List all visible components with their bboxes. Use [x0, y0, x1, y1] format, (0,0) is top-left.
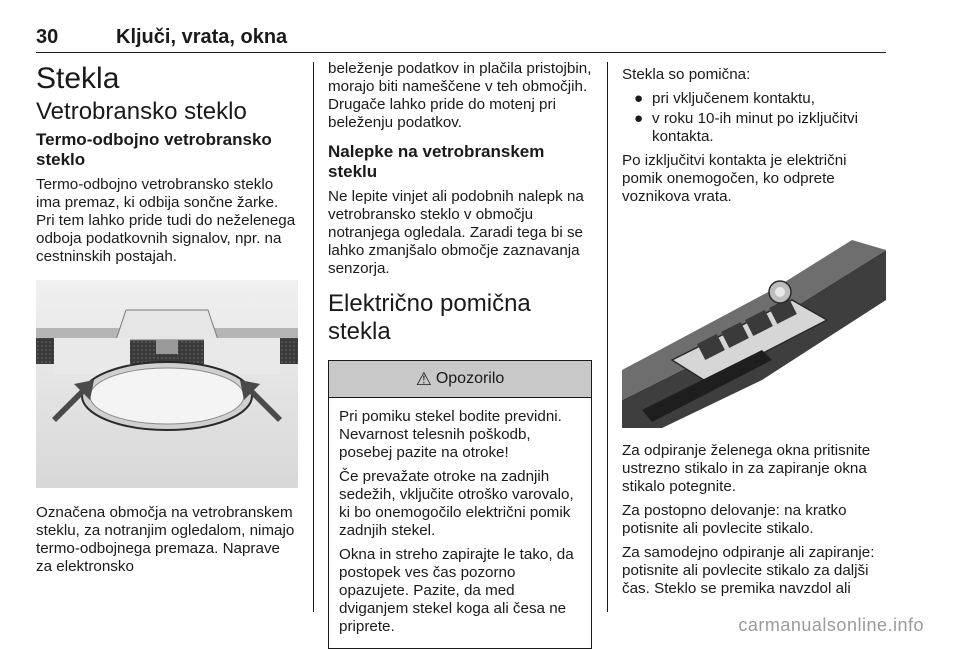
- paragraph: Stekla so pomična:: [622, 66, 751, 83]
- topic-heading: Nalepke na vetrobranskem steklu: [328, 142, 545, 181]
- bullet-list: [622, 90, 886, 146]
- header-divider: [36, 52, 886, 53]
- warning-title: Opozorilo: [435, 370, 505, 387]
- warning-paragraph: Pri pomiku stekel bodite previdni. Nevarnost telesnih poškodb, posebej pazite na otroke!: [339, 408, 562, 461]
- watermark-text: carmanualsonline.info: [738, 615, 924, 635]
- column-3: [622, 60, 886, 604]
- section-title: Stekla: [36, 62, 120, 95]
- topic-heading: Termo-odbojno vetrobransko steklo: [36, 130, 272, 169]
- column-divider-2: [607, 62, 608, 612]
- subsection-title: Vetrobransko steklo: [36, 98, 247, 125]
- paragraph: Ne lepite vinjet ali podobnih nalepk na vetrobransko steklo v območju notranjega ogledala. Zaradi tega bi se lahko zmanjšalo območje zaznavanja senzorja.: [328, 188, 584, 277]
- warning-paragraph: Če prevažate otroke na zadnjih sedežih, vključite otroško varovalo, ki bo onemogočilo električni pomik zadnjih stekel.: [339, 468, 574, 539]
- warning-box: [328, 360, 592, 649]
- bullet-icon: ●: [634, 90, 644, 107]
- warning-header: [329, 361, 591, 398]
- window-switch-illustration: [622, 220, 886, 428]
- paragraph: Termo-odbojno vetrobransko steklo ima premaz, ki odbija sončne žarke. Pri tem lahko pride tudi do neželenega odboja podatkovnih signalov, npr. na cestninskih postajah.: [36, 176, 296, 265]
- paragraph: Označena območja na vetrobranskem steklu, za notranjim ogledalom, nimajo termo-odbojnega premaza. Naprave za elektronsko: [36, 504, 295, 575]
- list-item: ● v roku 10-ih minut po izključitvi kontakta.: [634, 110, 858, 145]
- page-number: 30: [36, 26, 59, 48]
- column-divider-1: [313, 62, 314, 612]
- paragraph: Po izključitvi kontakta je električni pomik onemogočen, ko odprete voznikova vrata.: [622, 152, 847, 205]
- paragraph: beleženje podatkov in plačila pristojbin, morajo biti nameščene v teh območjih. Drugače lahko pride do motenj pri beleženju podatkov.: [328, 60, 592, 131]
- paragraph: Za odpiranje želenega okna pritisnite ustrezno stikalo in za zapiranje okna stikalo potegnite.: [622, 442, 871, 495]
- chapter-title: Ključi, vrata, okna: [116, 26, 288, 48]
- subsection-title: Električno pomična stekla: [328, 290, 531, 345]
- bullet-icon: ●: [634, 110, 644, 127]
- warning-paragraph: Okna in streho zapirajte le tako, da postopek ves čas pozorno opazujete. Pazite, da med dviganjem stekel koga ali česa ne priprete.: [339, 546, 574, 635]
- column-2: [328, 60, 592, 649]
- warning-triangle-icon: ⚠: [415, 368, 432, 389]
- paragraph: Za samodejno odpiranje ali zapiranje: potisnite ali povlecite stikalo za daljši čas. Steklo se premika navzdol ali: [622, 544, 875, 597]
- page-header: [36, 26, 886, 52]
- list-item: ● pri vključenem kontaktu,: [634, 90, 815, 107]
- windshield-mirror-illustration: [36, 280, 298, 488]
- column-1: [36, 60, 298, 582]
- paragraph: Za postopno delovanje: na kratko potisnite ali povlecite stikalo.: [622, 502, 847, 537]
- warning-body: [329, 398, 591, 648]
